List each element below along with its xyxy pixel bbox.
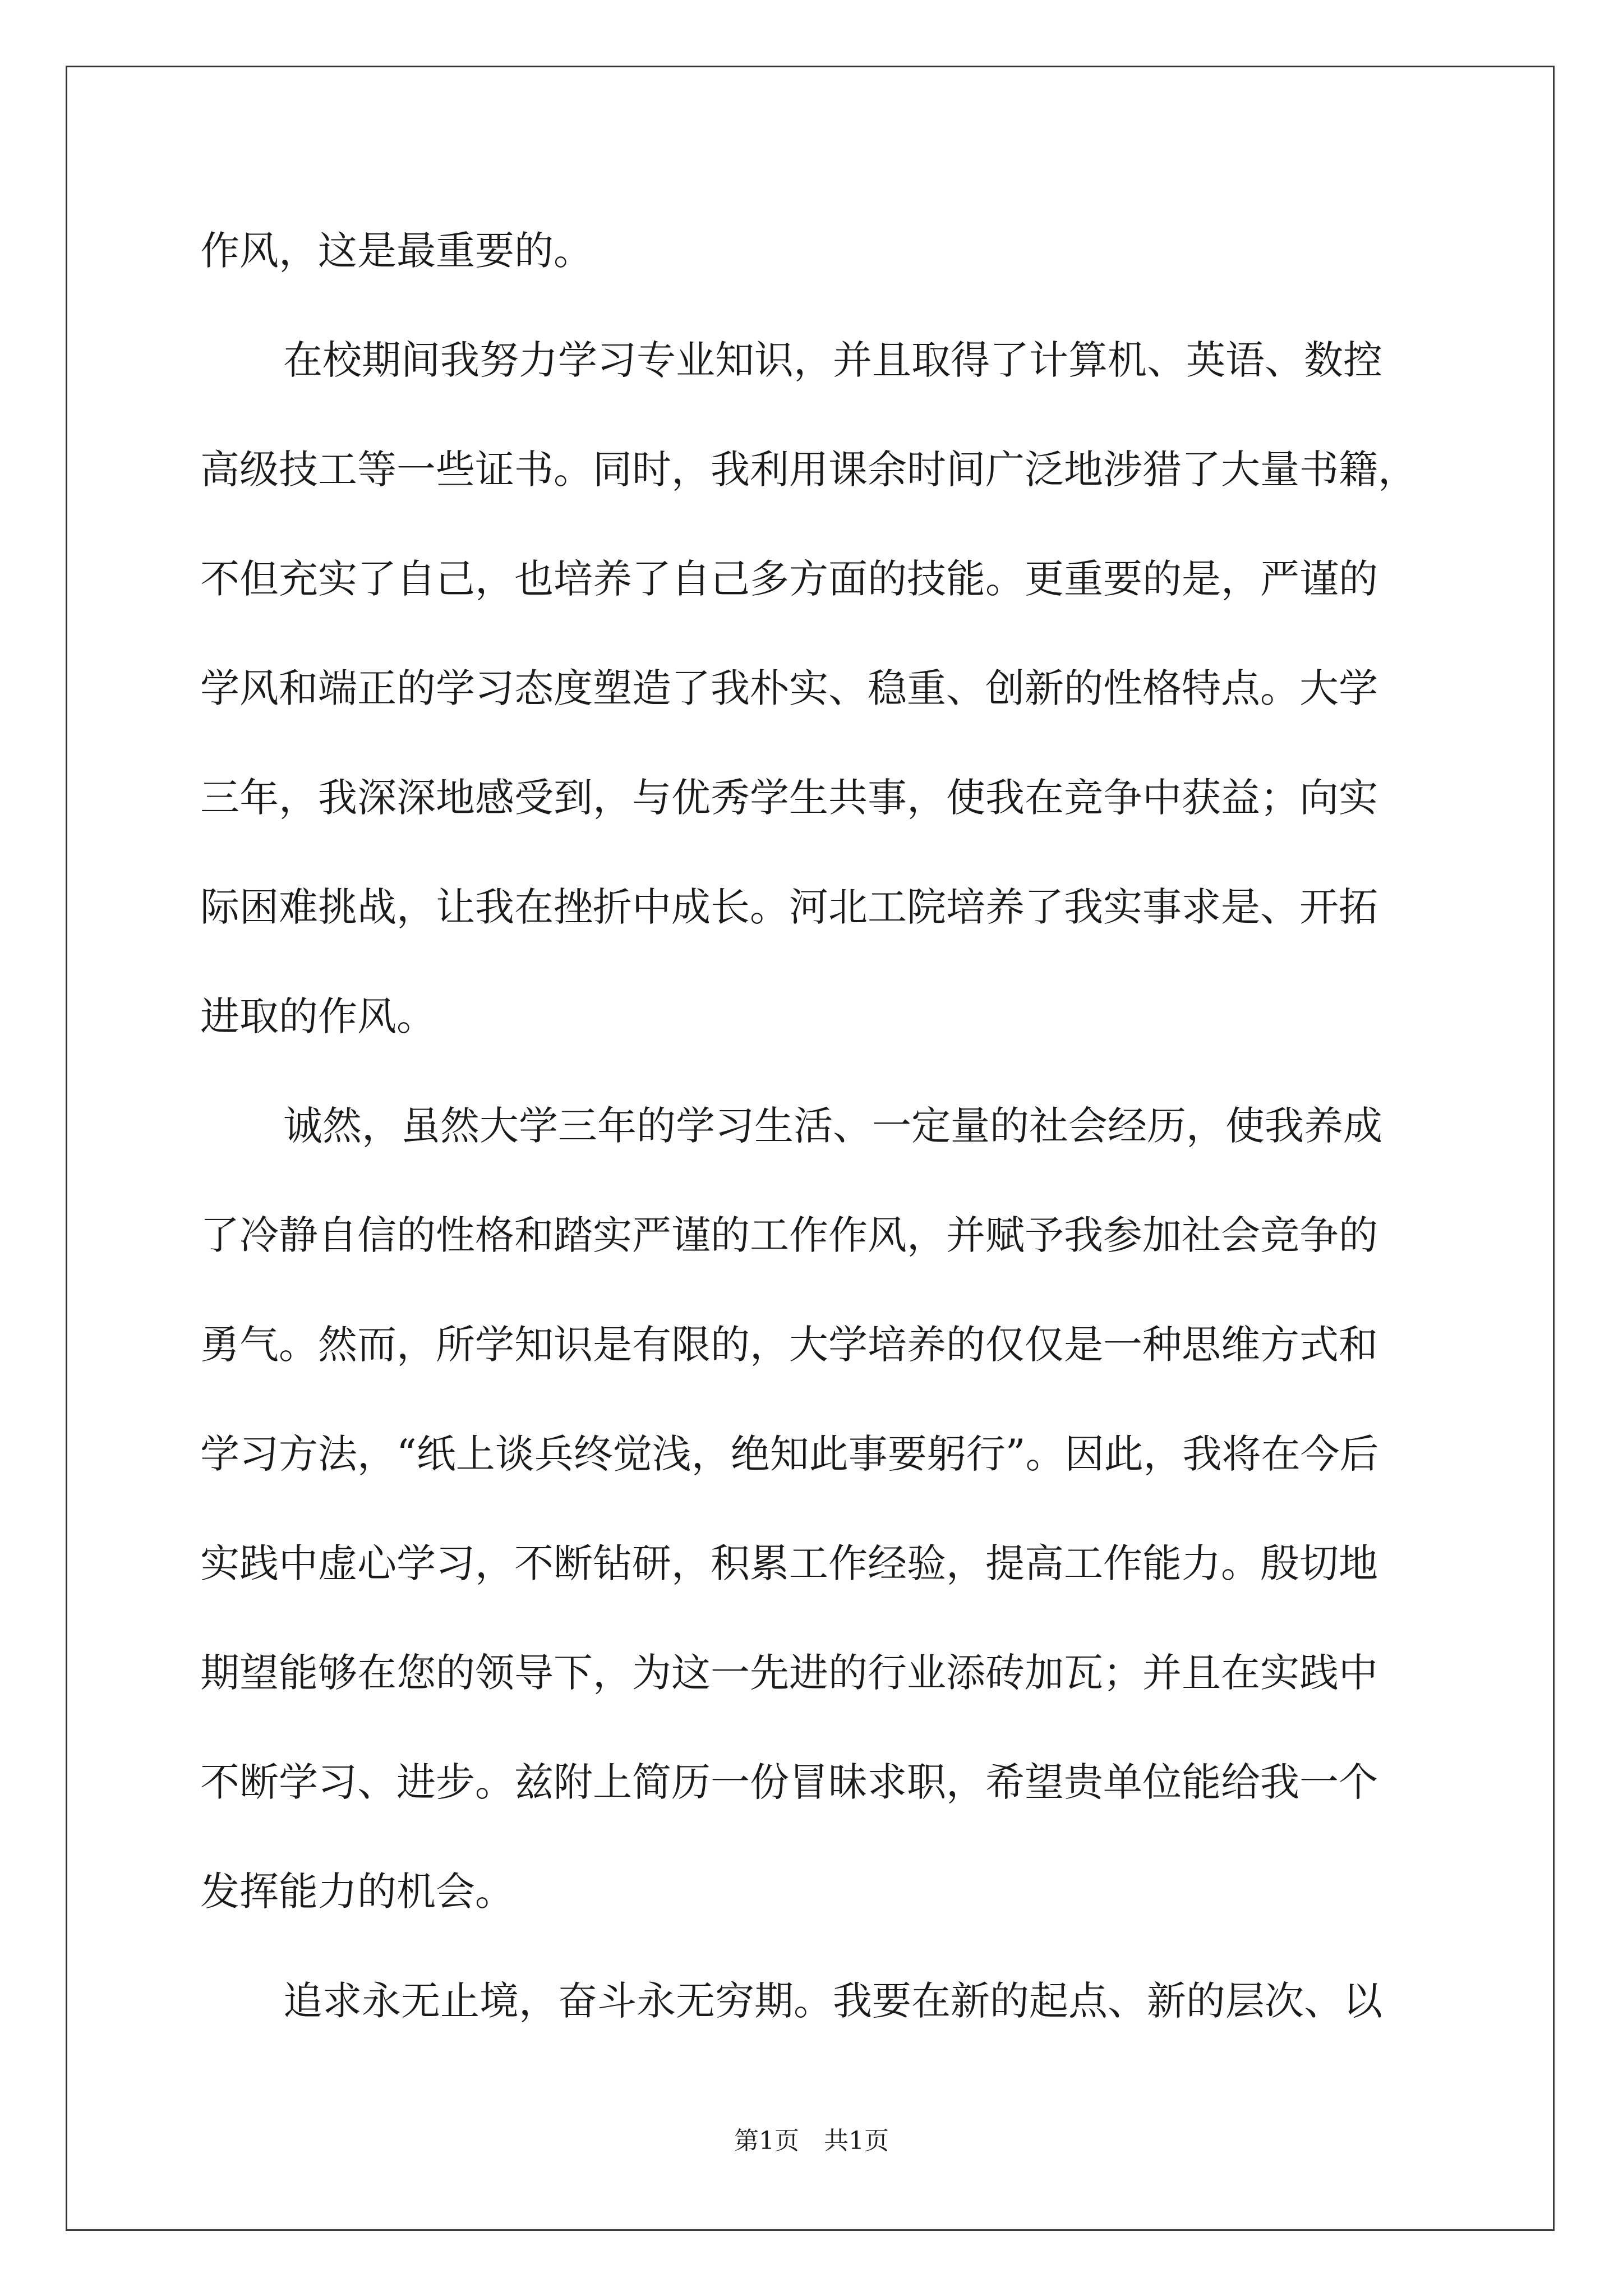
text-line: 实践中虚心学习，不断钻研，积累工作经验，提高工作能力。殷切地 [200,1540,1378,1586]
text-line: 作风，这是最重要的。 [200,228,593,274]
text-line: 期望能够在您的领导下，为这一先进的行业添砖加瓦；并且在实践中 [200,1650,1378,1696]
text-line: 不但充实了自己，也培养了自己多方面的技能。更重要的是，严谨的 [200,556,1378,602]
text-line: 勇气。然而，所学知识是有限的，大学培养的仅仅是一种思维方式和 [200,1322,1378,1368]
text-line: 进取的作风。 [200,993,436,1039]
document-body [200,196,1434,2056]
text-line: 了冷静自信的性格和踏实严谨的工作作风，并赋予我参加社会竞争的 [200,1212,1378,1258]
page-footer: 第1页 共1页 [734,2127,889,2155]
text-line: 高级技工等一些证书。同时，我利用课余时间广泛地涉猎了大量书籍， [200,447,1417,493]
text-line: 学习方法，“纸上谈兵终觉浅，绝知此事要躬行”。因此，我将在今后 [200,1431,1379,1477]
text-line: 诚然，虽然大学三年的学习生活、一定量的社会经历，使我养成 [283,1103,1382,1149]
text-line: 追求永无止境，奋斗永无穷期。我要在新的起点、新的层次、以 [283,1978,1382,2024]
text-line: 不断学习、进步。兹附上简历一份冒昧求职，希望贵单位能给我一个 [200,1759,1378,1805]
text-line: 际困难挑战，让我在挫折中成长。河北工院培养了我实事求是、开拓 [200,884,1378,930]
text-line: 三年，我深深地感受到，与优秀学生共事，使我在竞争中获益；向实 [200,775,1378,821]
text-line: 在校期间我努力学习专业知识，并且取得了计算机、英语、数控 [283,337,1382,383]
text-line: 学风和端正的学习态度塑造了我朴实、稳重、创新的性格特点。大学 [200,665,1378,711]
text-line: 发挥能力的机会。 [200,1869,514,1915]
